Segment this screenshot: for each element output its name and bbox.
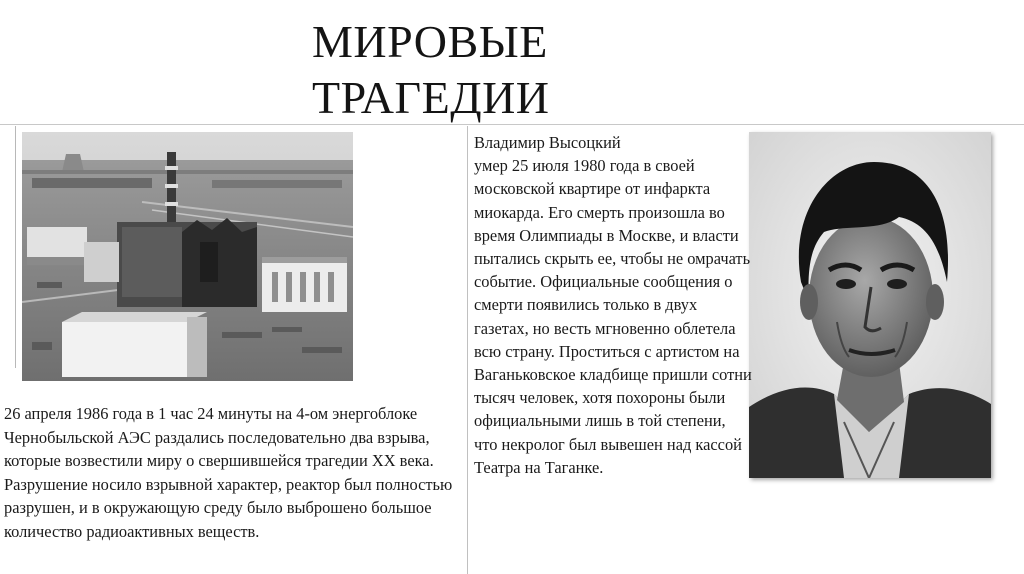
title-line-1: МИРОВЫЕ — [312, 16, 548, 67]
vysotsky-portrait-photo — [749, 132, 991, 478]
title-line-2: ТРАГЕДИИ — [312, 72, 550, 123]
chernobyl-plant-photo — [22, 132, 353, 381]
chernobyl-description: 26 апреля 1986 года в 1 час 24 минуты на 4-ом энергоблоке Чернобыльской АЭС раздались последовательно два взрыва, которые возвестили миру о свершившейся трагедии XX века. Разрушение носило взрывной характер, реактор был полностью разрушен, и в окружающую среду было выброшено большое количество радиоактивных веществ. — [4, 404, 453, 541]
vysotsky-text-block — [474, 131, 752, 479]
left-divider — [15, 126, 16, 368]
vysotsky-name: Владимир Высоцкий — [474, 133, 621, 152]
slide-title — [312, 14, 732, 126]
column-divider — [467, 126, 468, 574]
vysotsky-description: умер 25 июля 1980 года в своей московской квартире от инфаркта миокарда. Его смерть произошла во время Олимпиады в Москве, и власти пытались скрыть ее, чтобы не омрачать событие. Официальные сообщения о смерти появились только в двух газетах, но весть мгновенно облетела всю страну. Проститься с артистом на Ваганьковское кладбище пришли сотни тысяч человек, хотя похороны были официальными лишь в той степени, что некролог был вывешен над кассой Театра на Таганке. — [474, 156, 752, 477]
top-divider — [0, 124, 1024, 125]
